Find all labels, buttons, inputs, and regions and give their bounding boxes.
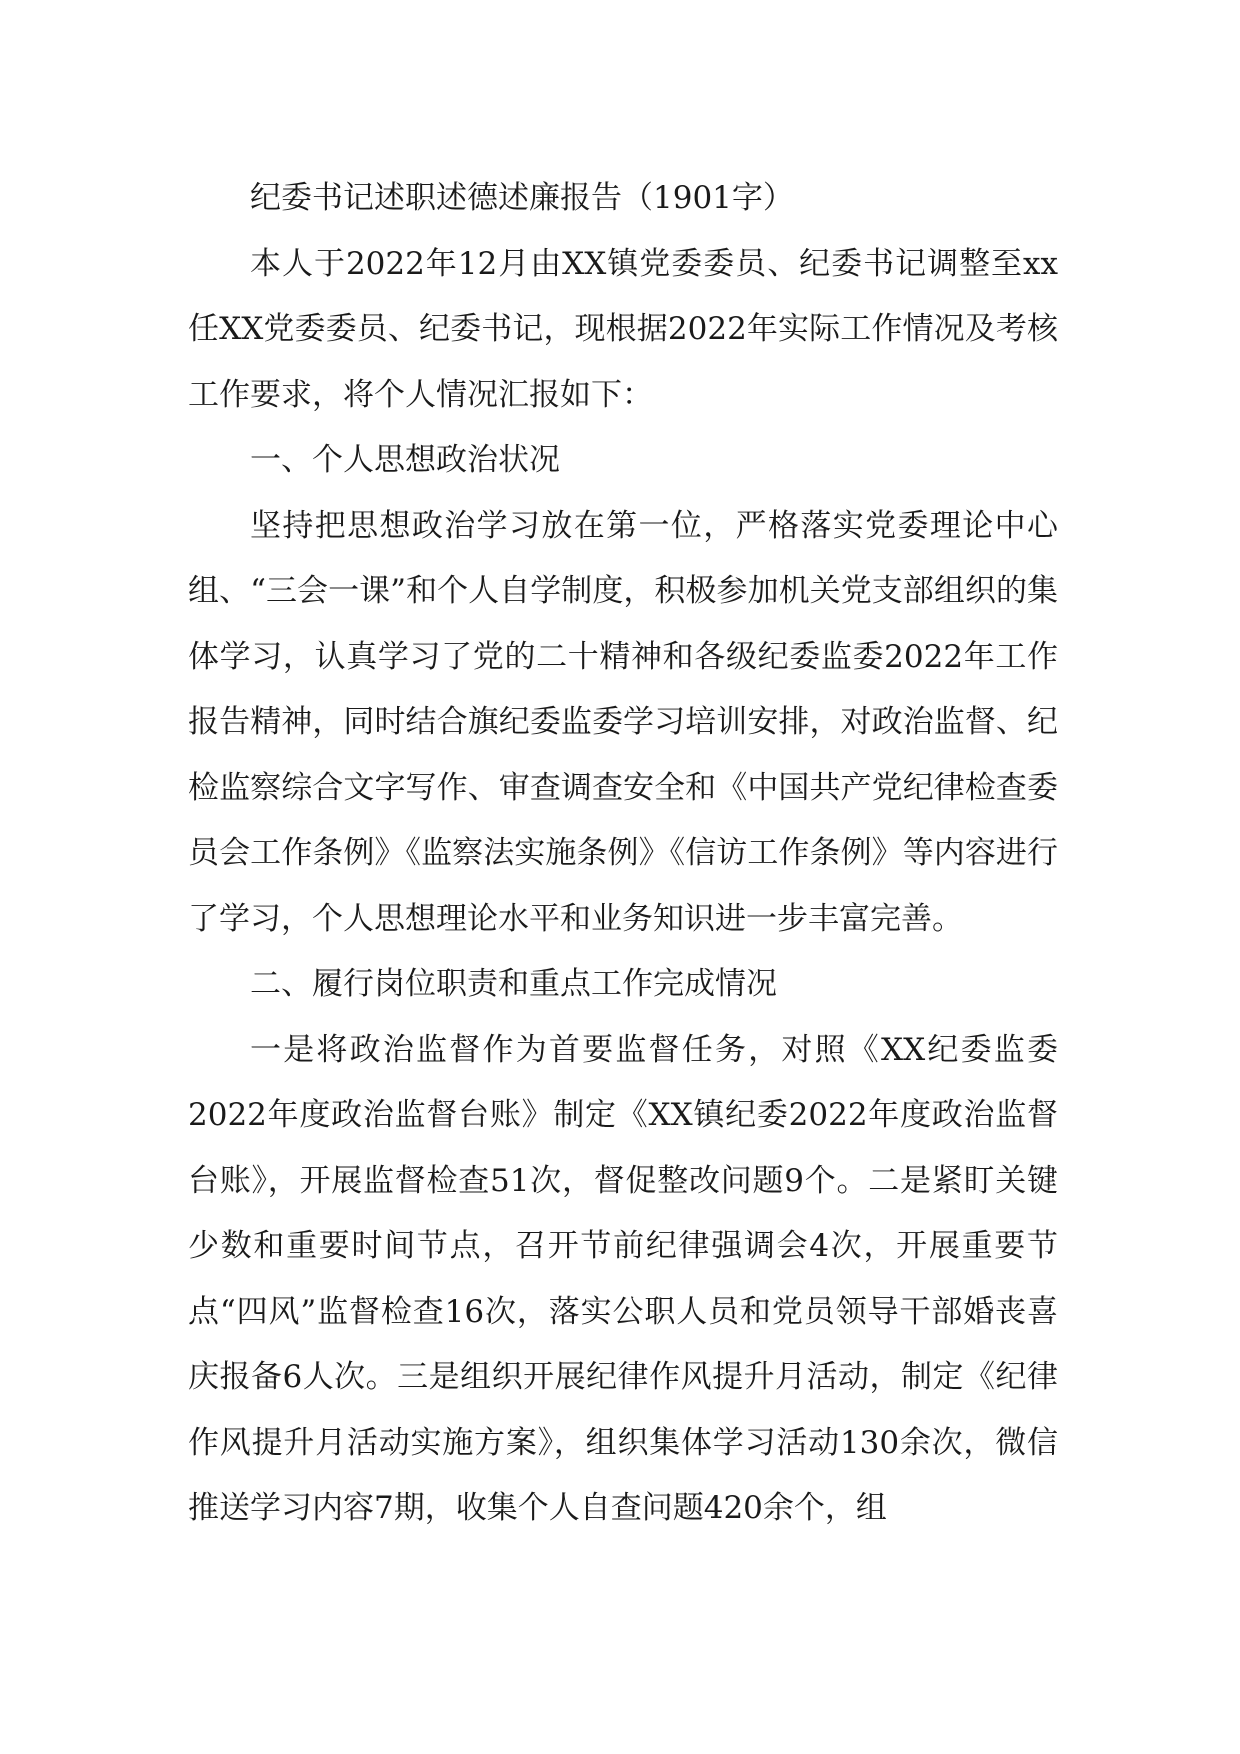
- document-body: [188, 166, 1058, 1542]
- intro-paragraph: 本人于2022年12月由XX镇党委委员、纪委书记调整至xx任XX党委委员、纪委书记，现根据2022年实际工作情况及考核工作要求，将个人情况汇报如下：: [188, 245, 1058, 413]
- section-heading-1: 一、个人思想政治状况: [250, 442, 560, 478]
- section-heading-2: 二、履行岗位职责和重点工作完成情况: [250, 966, 777, 1002]
- section-2-paragraph: 一是将政治监督作为首要监督任务，对照《XX纪委监委2022年度政治监督台账》制定《XX镇纪委2022年度政治监督台账》，开展监督检查51次，督促整改问题9个。二是紧盯关键少数和重要时间节点，召开节前纪律强调会4次，开展重要节点“四风”监督检查16次，落实公职人员和党员领导干部婚丧喜庆报备6人次。三是组织开展纪律作风提升月活动，制定《纪律作风提升月活动实施方案》，组织集体学习活动130余次，微信推送学习内容7期，收集个人自查问题420余个，组: [188, 1031, 1058, 1526]
- document-title: 纪委书记述职述德述廉报告（1901字）: [250, 180, 794, 216]
- section-1-paragraph: 坚持把思想政治学习放在第一位，严格落实党委理论中心组、“三会一课”和个人自学制度，积极参加机关党支部组织的集体学习，认真学习了党的二十精神和各级纪委监委2022年工作报告精神，同时结合旗纪委监委学习培训安排，对政治监督、纪检监察综合文字写作、审查调查安全和《中国共产党纪律检查委员会工作条例》《监察法实施条例》《信访工作条例》等内容进行了学习，个人思想理论水平和业务知识进一步丰富完善。: [188, 507, 1058, 937]
